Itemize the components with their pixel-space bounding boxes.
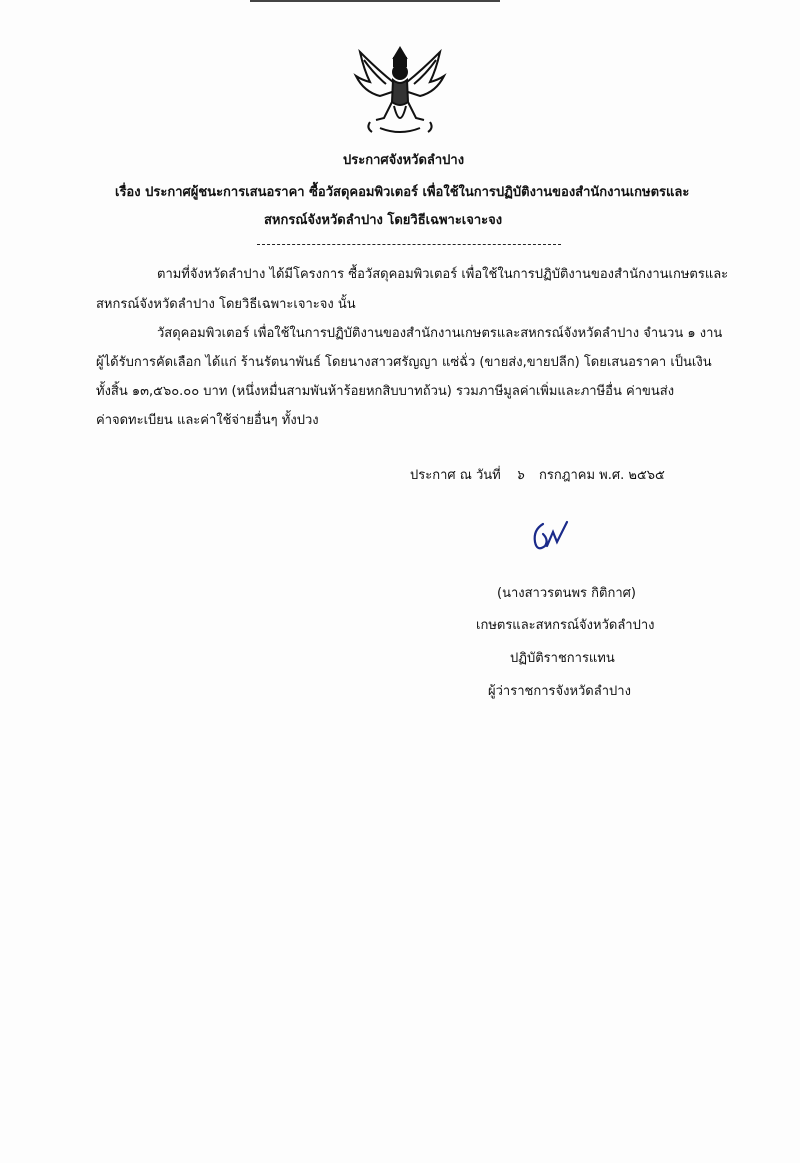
announcement-date (410, 467, 665, 485)
date-prefix: ประกาศ ณ วันที่ (410, 468, 501, 483)
paragraph-2-line-3: ทั้งสิ้น ๑๓,๕๖๐.๐๐ บาท (หนึ่งหมื่นสามพันห้าร้อยหกสิบบาทถ้วน) รวมภาษีมูลค่าเพิ่มและภาษีอื่น ค่าขนส่ง (96, 384, 675, 399)
signatory-title-3: ผู้ว่าราชการจังหวัดลำปาง (488, 684, 631, 699)
date-day: ๖ (515, 468, 524, 483)
signatory-title-1: เกษตรและสหกรณ์จังหวัดลำปาง (476, 618, 655, 633)
paragraph-2-line-4: ค่าจดทะเบียน และค่าใช้จ่ายอื่นๆ ทั้งปวง (96, 413, 319, 428)
signatory-name: (นางสาวรตนพร กิติกาศ) (497, 586, 636, 601)
paragraph-2-line-1: วัสดุคอมพิวเตอร์ เพื่อใช้ในการปฏิบัติงานของสำนักงานเกษตรและสหกรณ์จังหวัดลำปาง จำนวน ๑ งาน (157, 326, 723, 341)
paragraph-2-line-2: ผู้ได้รับการคัดเลือก ได้แก่ ร้านรัตนาพันธ์ โดยนางสาวศรัญญา แซ่ฉั่ว (ขายส่ง,ขายปลีก) โดยเสนอราคา เป็นเงิน (96, 355, 712, 370)
separator-line (257, 244, 561, 245)
scan-edge (250, 0, 500, 2)
paragraph-1-line-1: ตามที่จังหวัดลำปาง ได้มีโครงการ ซื้อวัสดุคอมพิวเตอร์ เพื่อใช้ในการปฏิบัติงานของสำนักงานเกษตรและ (157, 267, 729, 282)
subject-line-1: เรื่อง ประกาศผู้ชนะการเสนอราคา ซื้อวัสดุคอมพิวเตอร์ เพื่อใช้ในการปฏิบัติงานของสำนักงานเกษตรและ (115, 185, 690, 200)
garuda-emblem-icon (350, 40, 450, 140)
paragraph-1-line-2: สหกรณ์จังหวัดลำปาง โดยวิธีเฉพาะเจาะจง นั้น (96, 297, 356, 312)
date-month-year: กรกฎาคม พ.ศ. ๒๕๖๕ (539, 468, 665, 483)
issuer-title: ประกาศจังหวัดลำปาง (343, 153, 465, 168)
handwritten-signature-icon (527, 516, 577, 556)
subject-line-2: สหกรณ์จังหวัดลำปาง โดยวิธีเฉพาะเจาะจง (264, 213, 503, 228)
signatory-title-2: ปฏิบัติราชการแทน (510, 651, 615, 666)
